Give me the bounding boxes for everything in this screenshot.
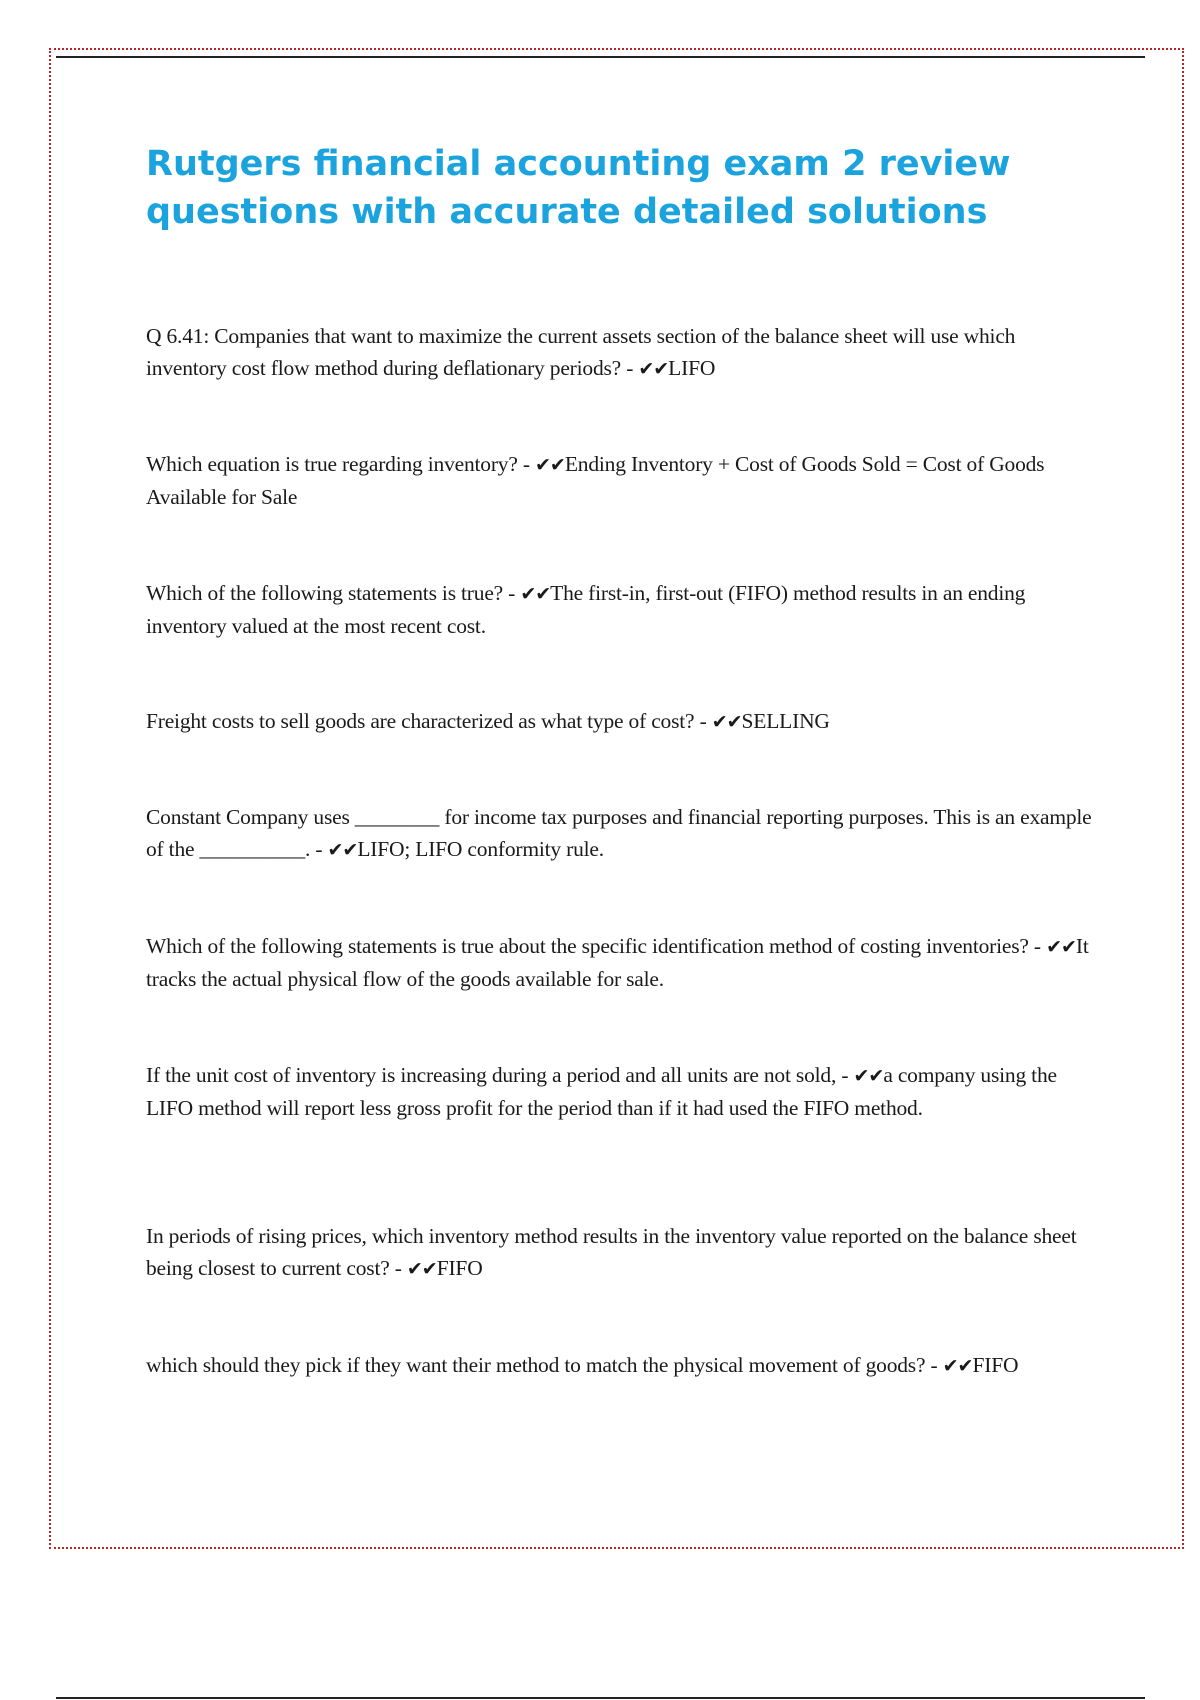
qa-item — [146, 705, 1096, 738]
check-marks-icon: ✔✔ — [711, 711, 742, 733]
answer-text: a company using the LIFO method will report less gross profit for the period than if it had used the FIFO method. — [146, 1063, 1057, 1120]
question-text: Q 6.41: Companies that want to maximize the current assets section of the balance sheet will use which inventory cost flow method during deflationary periods? - — [146, 324, 1016, 380]
answer-text: Ending Inventory + Cost of Goods Sold = Cost of Goods Available for Sale — [146, 452, 1045, 509]
question-text: If the unit cost of inventory is increasing during a period and all units are not sold, - — [146, 1063, 854, 1087]
check-marks-icon: ✔✔ — [520, 583, 551, 605]
question-text: Constant Company uses ________ for income tax purposes and financial reporting purposes. This is an example of the __________. - — [146, 805, 1092, 861]
page-frame — [49, 48, 1184, 1549]
qa-item — [146, 1349, 1096, 1382]
question-text: which should they pick if they want their method to match the physical movement of goods? - — [146, 1353, 943, 1377]
qa-item — [146, 320, 1096, 385]
qa-item — [146, 577, 1096, 642]
question-text: Which of the following statements is true about the specific identification method of costing inventories? - — [146, 934, 1047, 958]
bottom-rule — [56, 1697, 1145, 1699]
qa-item — [146, 930, 1096, 995]
question-text: Freight costs to sell goods are characterized as what type of cost? - — [146, 709, 712, 733]
check-marks-icon: ✔✔ — [638, 358, 669, 380]
check-marks-icon: ✔✔ — [1046, 936, 1076, 958]
qa-item — [146, 1059, 1096, 1124]
qa-item — [146, 448, 1096, 513]
answer-text: LIFO — [668, 356, 716, 380]
question-text: Which equation is true regarding inventory? - — [146, 452, 536, 476]
check-marks-icon: ✔✔ — [853, 1065, 884, 1087]
answer-text: It tracks the actual physical flow of the goods available for sale. — [146, 934, 1089, 991]
check-marks-icon: ✔✔ — [535, 454, 565, 476]
check-marks-icon: ✔✔ — [406, 1258, 437, 1280]
qa-item — [146, 1220, 1096, 1285]
question-text: In periods of rising prices, which inventory method results in the inventory value reported on the balance sheet being closest to current cost? - — [146, 1224, 1077, 1280]
answer-text: LIFO; LIFO conformity rule. — [357, 837, 604, 861]
answer-text: FIFO — [972, 1353, 1019, 1377]
check-marks-icon: ✔✔ — [942, 1355, 973, 1377]
answer-text: FIFO — [436, 1256, 483, 1280]
answer-text: The first-in, first-out (FIFO) method results in an ending inventory valued at the most recent cost. — [146, 581, 1026, 638]
check-marks-icon: ✔✔ — [327, 839, 358, 861]
qa-item — [146, 801, 1096, 866]
document-title: Rutgers financial accounting exam 2 review questions with accurate detailed solutions — [146, 144, 1011, 232]
question-text: Which of the following statements is true? - — [146, 581, 521, 605]
answer-text: SELLING — [741, 709, 830, 733]
